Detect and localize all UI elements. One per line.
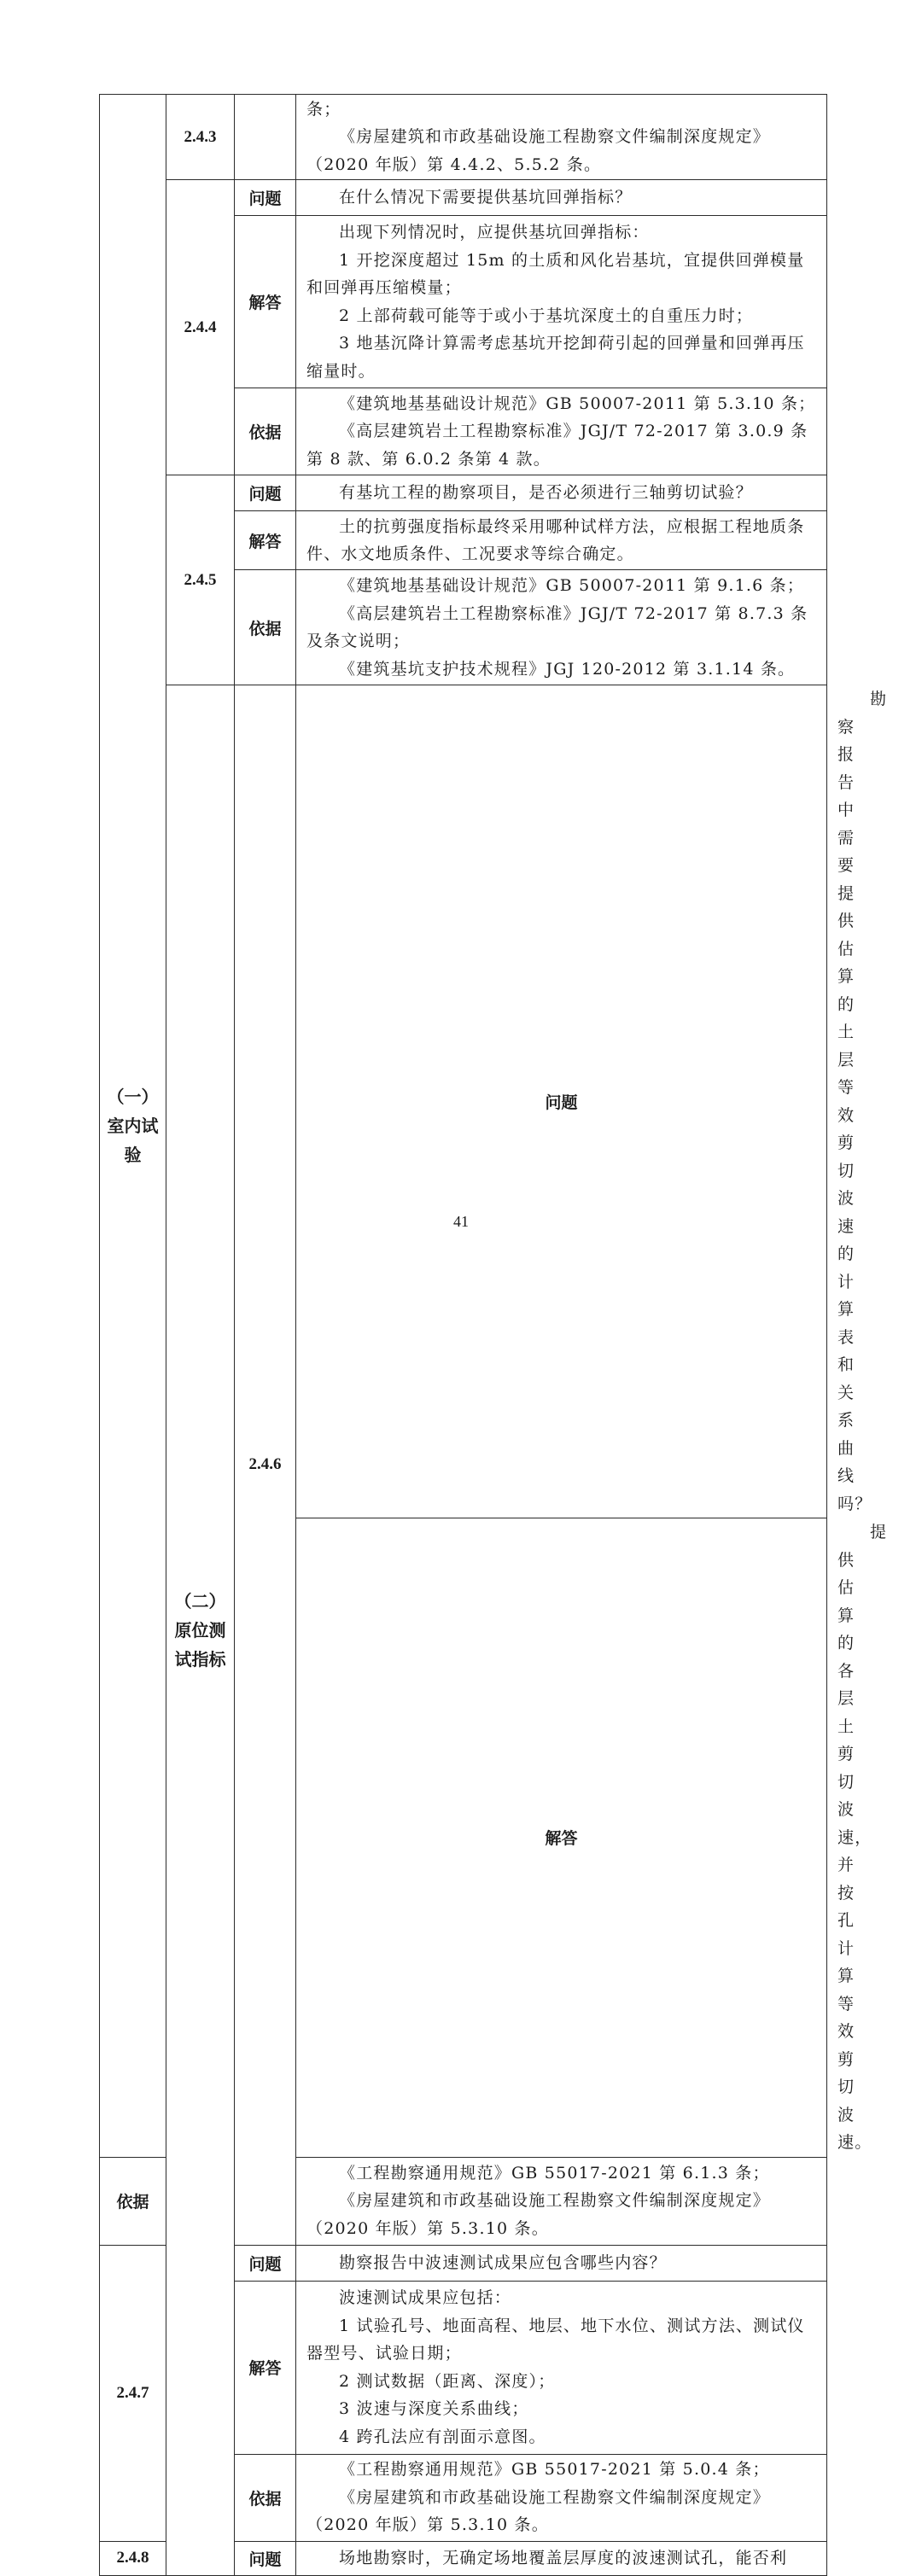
qa-table [99,94,888,2576]
answer-label: 解答 [235,511,296,570]
question-label: 问题 [296,685,827,1518]
basis-label: 依据 [235,2454,296,2541]
question-text [296,2245,827,2281]
section-title-line: 原位测 [174,1619,226,1641]
table-row [100,95,827,180]
text-line: 《建筑地基基础设计规范》GB 50007-2011 第 5.3.10 条； [339,393,816,413]
text-line: 《高层建筑岩土工程勘察标准》JGJ/T 72-2017 第 3.0.9 条第 8 款、第 6.0.2 条第 4 款。 [306,422,808,469]
section-title-line: （二） [174,1590,226,1611]
text-line: 《工程勘察通用规范》GB 55017-2021 第 5.0.4 条； [339,2460,770,2480]
basis-label: 依据 [100,2157,166,2245]
text-line: 《工程勘察通用规范》GB 55017-2021 第 6.1.3 条； [339,2163,770,2183]
table-row [100,475,827,511]
text-line: 《房屋建筑和市政基础设施工程勘察文件编制深度规定》（2020 年版）第 5.3.10 条。 [306,2191,771,2238]
section-title-line: 验 [124,1144,142,1165]
answer-label: 解答 [235,216,296,388]
text-line: 勘察报告中波速测试成果应包含哪些内容？ [339,2253,667,2272]
answer-text [296,511,827,570]
answer-text [296,2281,827,2454]
question-label: 问题 [235,475,296,511]
question-label: 问题 [235,180,296,216]
question-label: 问题 [235,2245,296,2281]
basis-text [296,2157,827,2245]
text-line: 1 试验孔号、地面高程、地层、地下水位、测试方法、测试仪器型号、试验日期； [306,2316,805,2363]
basis-text [296,95,827,180]
text-line: 《建筑基坑支护技术规程》JGJ 120-2012 第 3.1.14 条。 [339,659,796,679]
section-cell [100,95,166,2158]
text-line: 出现下列情况时，应提供基坑回弹指标： [339,223,650,242]
text-line: 有基坑工程的勘察项目，是否必须进行三轴剪切试验？ [339,483,753,503]
text-line: 在什么情况下需要提供基坑回弹指标？ [339,188,633,207]
text-line: 波速测试成果应包括： [339,2288,512,2307]
text-line: 条； [306,99,341,119]
answer-text [296,216,827,388]
table-row [100,180,827,216]
text-line: 土的抗剪强度指标最终采用哪种试样方法，应根据工程地质条件、水文地质条件、工况要求等综合确定。 [306,516,805,563]
table-row: 解答 提供估算的各层土剪切波速，并按孔计算等效剪切波速。 [100,1518,827,2158]
section-title-line: 试指标 [174,1648,226,1670]
answer-label: 解答 [235,2281,296,2454]
text-line: 2 测试数据（距离、深度）； [339,2371,556,2391]
text-line: 3 地基沉降计算需考虑基坑开挖卸荷引起的回弹量和回弹再压缩量时。 [306,334,805,381]
text-line: 2 上部荷载可能等于或小于基坑深度土的自重压力时； [339,306,754,325]
item-number: 2.4.8 [100,2541,166,2575]
text-line: 《高层建筑岩土工程勘察标准》JGJ/T 72-2017 第 8.7.3 条及条文说明； [306,603,808,650]
text-line: 4 跨孔法应有剖面示意图。 [339,2427,546,2446]
section-cell [166,685,235,2576]
text-line: 《建筑地基基础设计规范》GB 50007-2011 第 9.1.6 条； [339,576,805,595]
question-text [296,2541,827,2575]
item-number: 2.4.7 [100,2245,166,2541]
basis-text [296,2454,827,2541]
text-line: 场地勘察时，无确定场地覆盖层厚度的波速测试孔，能否利 [339,2548,788,2567]
answer-label: 解答 [296,1518,827,2158]
basis-label: 依据 [235,570,296,685]
section-title-line: （一） [107,1086,159,1107]
page-number: 41 [453,1213,469,1230]
text-line: 《房屋建筑和市政基础设施工程勘察文件编制深度规定》（2020 年版）第 5.3.10 条。 [306,2487,771,2535]
item-number: 2.4.3 [166,95,235,180]
text-line: 《房屋建筑和市政基础设施工程勘察文件编制深度规定》（2020 年版）第 4.4.2、5.5.2 条。 [306,127,771,174]
question-text [296,475,827,511]
basis-text [296,388,827,475]
text-line: 1 开挖深度超过 15m 的土质和风化岩基坑，宜提供回弹模量和回弹再压缩模量； [306,250,805,297]
row-label [235,95,296,180]
text-line: 3 波速与深度关系曲线； [339,2399,529,2418]
question-text [296,180,827,216]
item-number: 2.4.6 [235,685,296,2246]
section-title-line: 室内试 [107,1115,159,1136]
table-row: （二） 原位测 试指标 2.4.6 问题 勘察报告中需要提供估算的土层等效剪切波速的计算表和关系曲线吗？ [100,685,827,1518]
basis-text [296,570,827,685]
item-number: 2.4.5 [166,475,235,685]
basis-label: 依据 [235,388,296,475]
item-number: 2.4.4 [166,180,235,475]
question-label: 问题 [235,2541,296,2575]
